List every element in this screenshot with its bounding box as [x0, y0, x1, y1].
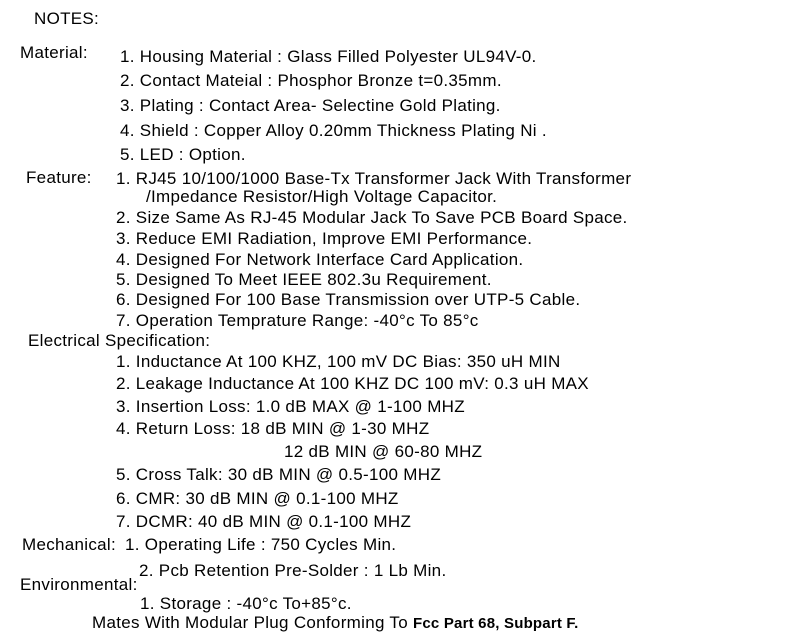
mechanical-item-2: 2. Pcb Retention Pre-Solder : 1 Lb Min. [139, 561, 447, 580]
feature-item-1-continued: /Impedance Resistor/High Voltage Capacitor. [146, 187, 498, 206]
mechanical-label: Mechanical: [22, 535, 117, 554]
material-item-1: 1. Housing Material : Glass Filled Polyester UL94V-0. [120, 47, 537, 66]
notes-heading: NOTES: [34, 9, 100, 28]
material-item-5: 5. LED : Option. [120, 145, 246, 164]
electrical-label: Electrical Specification: [28, 331, 211, 350]
feature-item-6: 6. Designed For 100 Base Transmission over UTP-5 Cable. [116, 290, 581, 309]
electrical-item-5: 5. Cross Talk: 30 dB MIN @ 0.5-100 MHZ [116, 465, 442, 484]
footer-note-main: Mates With Modular Plug Conforming To [92, 613, 408, 632]
feature-item-7: 7. Operation Temprature Range: -40°c To 85°c [116, 311, 479, 330]
feature-item-5: 5. Designed To Meet IEEE 802.3u Requirement. [116, 270, 492, 289]
electrical-item-6: 6. CMR: 30 dB MIN @ 0.1-100 MHZ [116, 489, 399, 508]
feature-item-1: 1. RJ45 10/100/1000 Base-Tx Transformer Jack With Transformer [116, 169, 632, 188]
material-item-2: 2. Contact Mateial : Phosphor Bronze t=0.35mm. [120, 71, 502, 90]
material-label: Material: [20, 43, 88, 62]
feature-item-2: 2. Size Same As RJ-45 Modular Jack To Save PCB Board Space. [116, 208, 628, 227]
environmental-label: Environmental: [20, 575, 138, 594]
electrical-item-7: 7. DCMR: 40 dB MIN @ 0.1-100 MHZ [116, 512, 412, 531]
feature-label: Feature: [26, 168, 92, 187]
electrical-item-4-continued: 12 dB MIN @ 60-80 MHZ [284, 442, 483, 461]
footer-note [92, 613, 579, 634]
electrical-item-2: 2. Leakage Inductance At 100 KHZ DC 100 mV: 0.3 uH MAX [116, 374, 589, 393]
feature-item-4: 4. Designed For Network Interface Card Application. [116, 250, 524, 269]
electrical-item-4: 4. Return Loss: 18 dB MIN @ 1-30 MHZ [116, 419, 430, 438]
mechanical-item-1: 1. Operating Life : 750 Cycles Min. [125, 535, 397, 554]
electrical-item-1: 1. Inductance At 100 KHZ, 100 mV DC Bias: 350 uH MIN [116, 352, 561, 371]
material-item-4: 4. Shield : Copper Alloy 0.20mm Thickness Plating Ni . [120, 121, 547, 140]
environmental-item-1: 1. Storage : -40°c To+85°c. [140, 594, 352, 613]
material-item-3: 3. Plating : Contact Area- Selectine Gold Plating. [120, 96, 501, 115]
feature-item-3: 3. Reduce EMI Radiation, Improve EMI Performance. [116, 229, 533, 248]
footer-note-small: Fcc Part 68, Subpart F. [413, 615, 579, 632]
electrical-item-3: 3. Insertion Loss: 1.0 dB MAX @ 1-100 MHZ [116, 397, 465, 416]
